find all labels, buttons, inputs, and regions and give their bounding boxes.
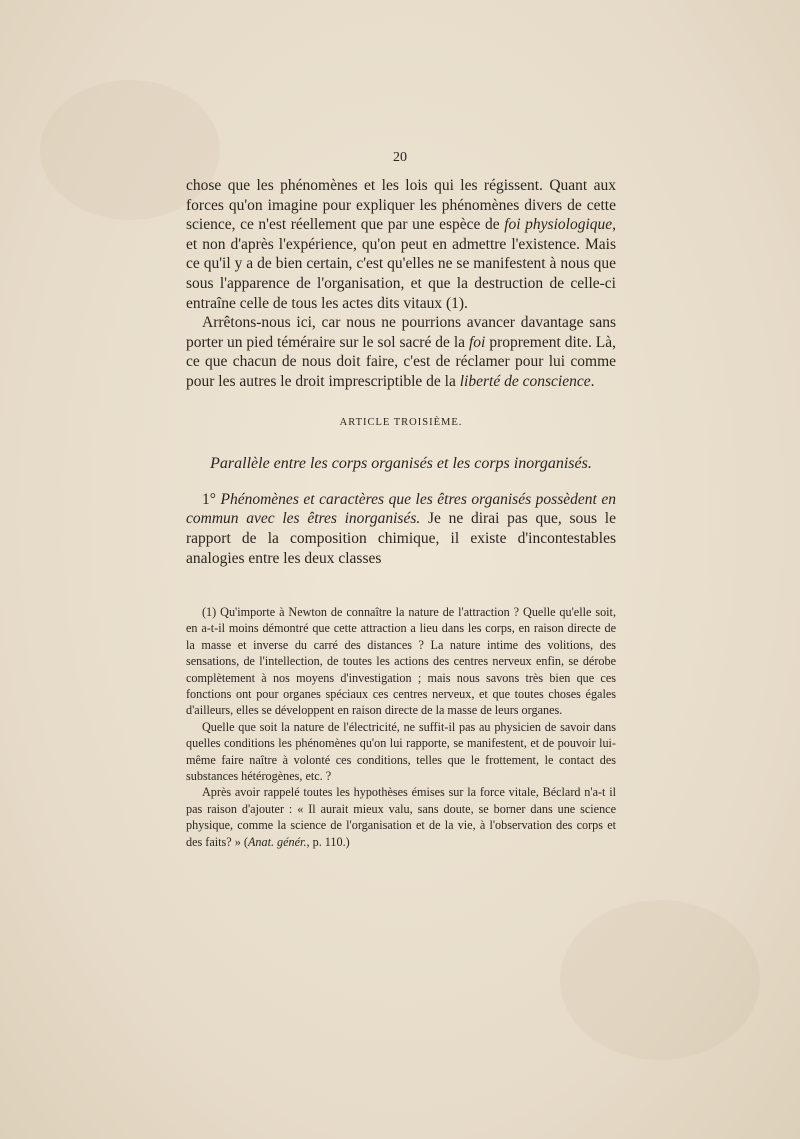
paragraph-text: .: [590, 372, 595, 390]
paragraph: [186, 313, 616, 391]
italic-phrase: foi: [469, 333, 486, 351]
footnote: (1) Qu'importe à Newton de connaître la nature de l'attraction ? Quelle qu'elle soit, en a-t-il moins démontré que cette attraction a lieu dans les corps, en raison directe de la masse et inverse du carré des distances ? La nature intime des volitions, des sensations, de l'intellection, de toutes les actions des centres nerveux enfin, se dérobe complètement à nos moyens d'investigation ; mais nous savons très bien que ces fonctions ont pour organes spéciaux ces centres nerveux, et que toutes choses égales d'ailleurs, elles se développent en raison directe de la masse de leurs organes.: [186, 605, 616, 718]
footnote: [186, 784, 616, 850]
footnote: Quelle que soit la nature de l'électricité, ne suffit-il pas au physicien de savoir dans quelles conditions les phénomènes qu'on lui rapporte, se manifestent, et de pouvoir lui-même faire naître à volonté ces conditions, telles que le frottement, le contact des substances hétérogènes, etc. ?: [186, 719, 616, 784]
paragraph-text: , et non d'après l'expérience, qu'on peut en admettre l'existence. Mais ce qu'il y a de bien certain, c'est qu'elles ne se manifestent à nous que sous l'apparence de l'organisation, et que la destruction de celle-ci entraîne celle de tous les actes dits vitaux (1).: [186, 216, 617, 312]
paragraph-text: Je ne dirai pas que, sous le rapport de la composition chimique, il existe d'incontestables analogies entre les deux classes: [186, 510, 616, 567]
paragraph-text: chose que les phénomènes et les lois qui les régissent. Quant aux forces qu'on imagine pour expliquer les phénomènes divers de cette science, ce n'est réellement que par une espèce de: [186, 177, 616, 234]
footnotes: [186, 604, 616, 850]
footnote-text: , p. 110.): [306, 834, 350, 849]
citation-italic: Anat. génér.: [247, 834, 307, 849]
subsection-paragraph: [186, 490, 616, 568]
page-number: 20: [393, 150, 407, 165]
paragraph-text: Arrêtons-nous ici, car nous ne pourrions avancer davantage sans porter un pied téméraire sur le sol sacré de la: [186, 314, 616, 351]
main-text: [186, 176, 616, 568]
article-heading: ARTICLE TROISIÈME.: [339, 416, 463, 428]
paper-stain: [560, 900, 760, 1060]
paragraph: [186, 176, 616, 313]
italic-phrase: liberté de conscience: [459, 372, 591, 390]
subsection-number: 1°: [202, 490, 221, 508]
subsection-title: Phénomènes et caractères que les êtres organisés possèdent en commun avec les êtres inorganisés.: [186, 490, 616, 528]
footnote-text: Après avoir rappelé toutes les hypothèses émises sur la force vitale, Béclard n'a-t il pas raison d'ajouter : « Il aurait mieux valu, sans doute, se borner dans une science physique, comme la science de l'organisation et de la vie, à l'observation des corps et des faits? » (: [186, 785, 616, 849]
italic-phrase: foi physiologique: [504, 216, 613, 234]
section-title: Parallèle entre les corps organisés et les corps inorganisés.: [210, 455, 592, 473]
paragraph-text: proprement dite. Là, ce que chacun de nous doit faire, c'est de réclamer pour lui comme pour les autres le droit imprescriptible de la: [186, 333, 616, 390]
